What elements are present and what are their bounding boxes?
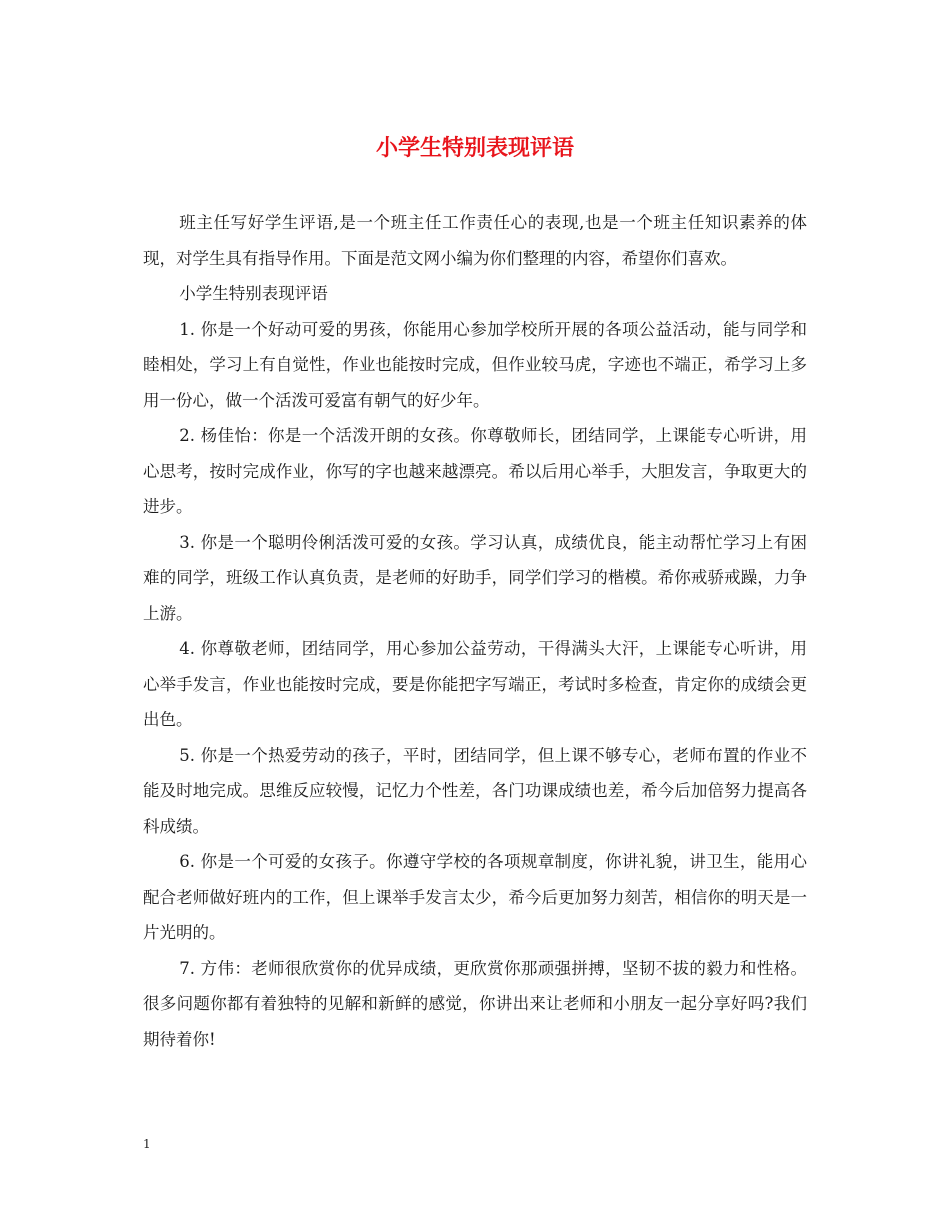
comment-paragraph-5: 5. 你是一个热爱劳动的孩子，平时，团结同学，但上课不够专心，老师布置的作业不能及时地完成。思维反应较慢，记忆力个性差，各门功课成绩也差，希今后加倍努力提高各科成绩。 xyxy=(143,745,807,836)
document-body xyxy=(143,205,807,1057)
comment-paragraph-7: 7. 方伟：老师很欣赏你的优异成绩，更欣赏你那顽强拼搏，坚韧不拔的毅力和性格。很多问题你都有着独特的见解和新鲜的感觉，你讲出来让老师和小朋友一起分享好吗?我们期待着你! xyxy=(143,958,807,1049)
intro-paragraph: 班主任写好学生评语,是一个班主任工作责任心的表现,也是一个班主任知识素养的体现，对学生具有指导作用。下面是范文网小编为你们整理的内容，希望你们喜欢。 xyxy=(143,213,807,268)
document-title: 小学生特别表现评语 xyxy=(375,135,574,161)
page-number: 1 xyxy=(143,1137,151,1151)
comment-paragraph-3: 3. 你是一个聪明伶俐活泼可爱的女孩。学习认真，成绩优良，能主动帮忙学习上有困难的同学，班级工作认真负责，是老师的好助手，同学们学习的楷模。希你戒骄戒躁，力争上游。 xyxy=(143,532,807,623)
section-heading: 小学生特别表现评语 xyxy=(179,284,328,303)
comment-paragraph-4: 4. 你尊敬老师，团结同学，用心参加公益劳动，干得满头大汗，上课能专心听讲，用心举手发言，作业也能按时完成，要是你能把字写端正，考试时多检查，肯定你的成绩会更出色。 xyxy=(143,639,807,729)
comment-paragraph-6: 6. 你是一个可爱的女孩子。你遵守学校的各项规章制度，你讲礼貌，讲卫生，能用心配合老师做好班内的工作，但上课举手发言太少，希今后更加努力刻苦，相信你的明天是一片光明的。 xyxy=(143,852,807,942)
comment-paragraph-1: 1. 你是一个好动可爱的男孩，你能用心参加学校所开展的各项公益活动，能与同学和睦相处，学习上有自觉性，作业也能按时完成，但作业较马虎，字迹也不端正，希学习上多用一份心，做一个活泼可爱富有朝气的好少年。 xyxy=(143,319,807,410)
comment-paragraph-2: 2. 杨佳怡：你是一个活泼开朗的女孩。你尊敬师长，团结同学，上课能专心听讲，用心思考，按时完成作业，你写的字也越来越漂亮。希以后用心举手，大胆发言，争取更大的进步。 xyxy=(143,426,807,516)
